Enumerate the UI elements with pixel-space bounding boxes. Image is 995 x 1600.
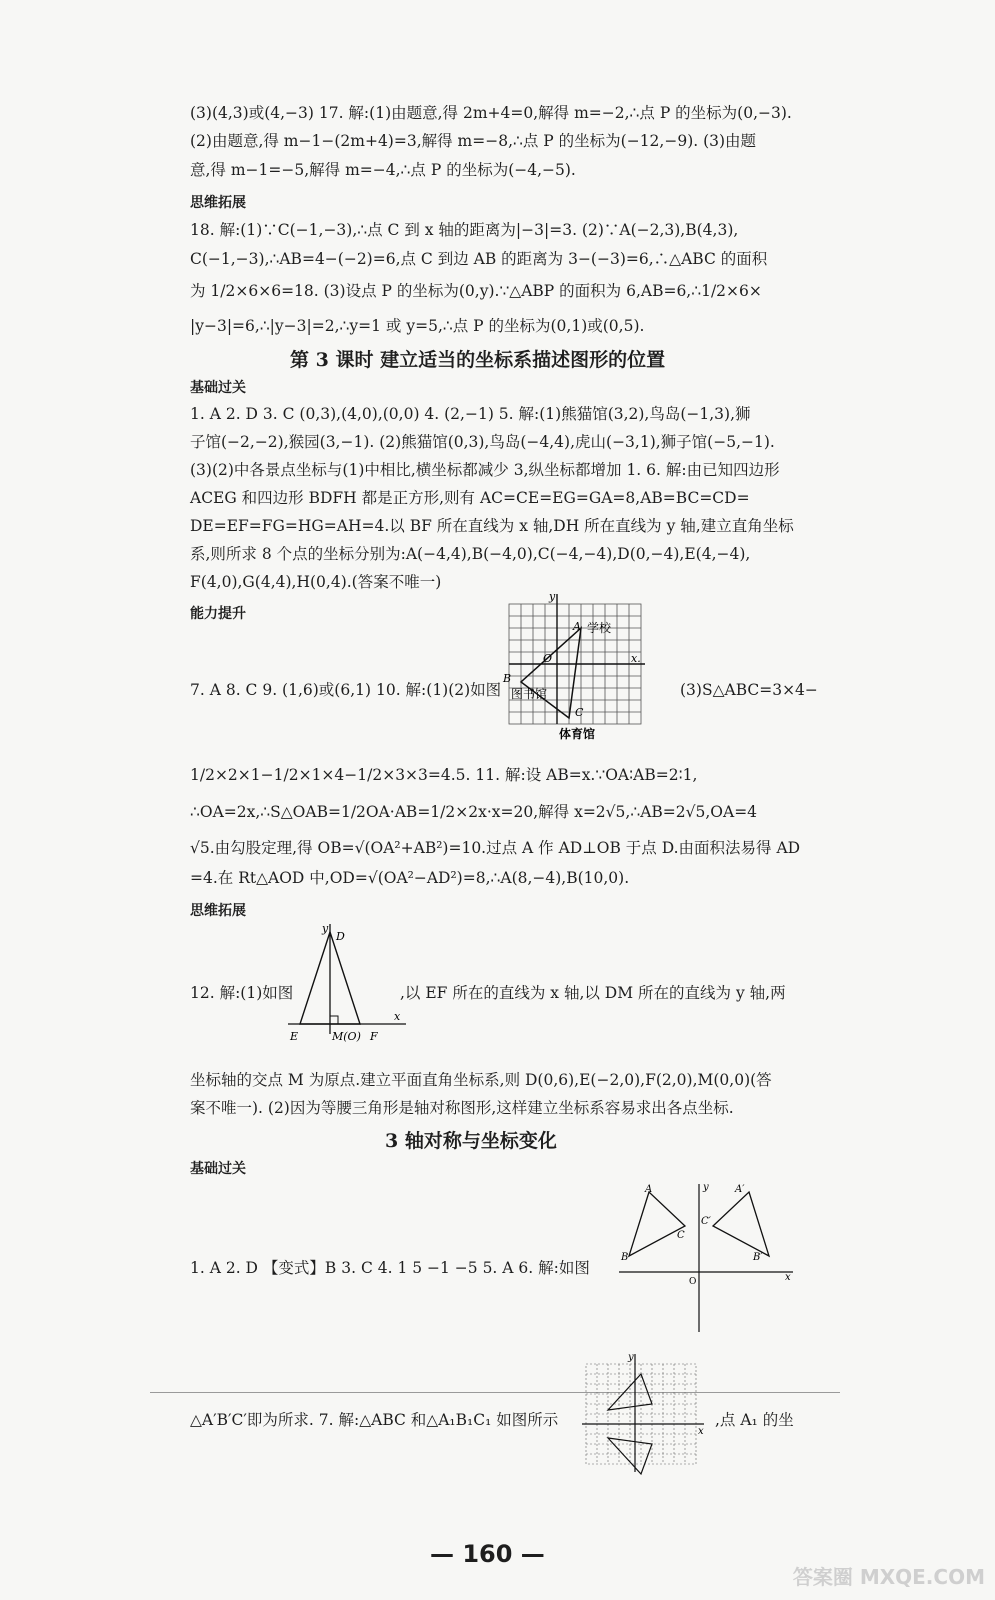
- section-heading: 思维拓展: [190, 903, 246, 919]
- point-label: B′: [753, 1252, 763, 1263]
- axis-label: x.: [631, 652, 641, 665]
- axis-label: y: [549, 590, 556, 603]
- axis-label: x: [785, 1272, 791, 1283]
- point-label: C′: [701, 1216, 711, 1227]
- text-line: 7. A 8. C 9. (1,6)或(6,1) 10. 解:(1)(2)如图: [190, 681, 502, 699]
- section-heading: 能力提升: [190, 606, 246, 622]
- point-label: A: [645, 1184, 653, 1195]
- point-label: 学校: [587, 621, 612, 635]
- text-line: 1. A 2. D 【变式】B 3. C 4. 1 5 −1 −5 5. A 6. 解:如图: [190, 1259, 590, 1277]
- text-line: ,点 A₁ 的坐: [715, 1411, 794, 1429]
- point-label: A: [573, 620, 581, 633]
- watermark: 答案圈 MXQE.COM: [792, 1565, 985, 1589]
- text-line: (3)S△ABC=3×4−: [680, 681, 818, 699]
- axis-label: y: [628, 1352, 634, 1363]
- text-line: 12. 解:(1)如图: [190, 984, 294, 1002]
- text-line: 意,得 m−1=−5,解得 m=−4,∴点 P 的坐标为(−4,−5).: [190, 161, 576, 179]
- triangle-abc: [629, 1192, 685, 1256]
- axis-label: y: [703, 1182, 709, 1193]
- text-line: (2)由题意,得 m−1−(2m+4)=3,解得 m=−8,∴点 P 的坐标为(−12,−9). (3)由题: [190, 132, 757, 150]
- text-line: C(−1,−3),∴AB=4−(−2)=6,点 C 到边 AB 的距离为 3−(−3)=6,∴△ABC 的面积: [190, 250, 768, 268]
- point-label: F: [370, 1030, 378, 1043]
- text-line: ,以 EF 所在的直线为 x 轴,以 DM 所在的直线为 y 轴,两: [400, 984, 786, 1002]
- point-label: M(O): [332, 1030, 361, 1043]
- text-line: |y−3|=6,∴|y−3|=2,∴y=1 或 y=5,∴点 P 的坐标为(0,1)或(0,5).: [190, 317, 645, 335]
- point-label: C: [575, 706, 584, 719]
- axis-label: y: [322, 922, 329, 935]
- triangle-a-prime: [713, 1192, 769, 1256]
- chapter-title: 3 轴对称与坐标变化: [385, 1130, 557, 1152]
- text-line: ∴OA=2x,∴S△OAB=1/2OA·AB=1/2×2x·x=20,解得 x=2√5,∴AB=2√5,OA=4: [190, 803, 758, 821]
- text-line: 案不唯一). (2)因为等腰三角形是轴对称图形,这样建立坐标系容易求出各点坐标.: [190, 1099, 734, 1117]
- point-label: E: [290, 1030, 299, 1043]
- axis-label: x: [394, 1010, 401, 1023]
- point-label: D: [336, 930, 345, 943]
- figure-7-grid: [580, 1350, 710, 1480]
- text-line: 1. A 2. D 3. C (0,3),(4,0),(0,0) 4. (2,−1) 5. 解:(1)熊猫馆(3,2),鸟岛(−1,3),狮: [190, 405, 751, 423]
- point-label: B: [503, 672, 512, 685]
- text-line: (3)(2)中各景点坐标与(1)中相比,横坐标都减少 3,纵坐标都增加 1. 6. 解:由已知四边形: [190, 461, 780, 479]
- figure-12-triangle: [282, 920, 412, 1050]
- text-line: ACEG 和四边形 BDFH 都是正方形,则有 AC=CE=EG=GA=8,AB=BC=CD=: [190, 489, 750, 507]
- point-label: 体育馆: [559, 727, 596, 741]
- text-line: 18. 解:(1)∵C(−1,−3),∴点 C 到 x 轴的距离为|−3|=3. (2)∵A(−2,3),B(4,3),: [190, 221, 739, 239]
- text-line: =4.在 Rt△AOD 中,OD=√(OA²−AD²)=8,∴A(8,−4),B(10,0).: [190, 869, 630, 887]
- section-heading: 基础过关: [190, 1161, 246, 1177]
- section-heading: 思维拓展: [190, 195, 246, 211]
- text-line: 坐标轴的交点 M 为原点.建立平面直角坐标系,则 D(0,6),E(−2,0),F(2,0),M(0,0)(答: [190, 1071, 772, 1089]
- axis-label: x: [698, 1426, 704, 1437]
- text-line: DE=EF=FG=HG=AH=4.以 BF 所在直线为 x 轴,DH 所在直线为 y 轴,建立直角坐标: [190, 517, 794, 535]
- page-number: — 160 —: [430, 1540, 545, 1568]
- divider: [150, 1392, 840, 1393]
- point-label: 图书馆: [511, 687, 548, 701]
- text-line: 1/2×2×1−1/2×1×4−1/2×3×3=4.5. 11. 解:设 AB=x.∵OA∶AB=2∶1,: [190, 766, 698, 784]
- point-label: A′: [735, 1184, 745, 1195]
- triangle-abc: [521, 628, 581, 718]
- point-label: C: [677, 1230, 685, 1241]
- figure-10-grid: [495, 590, 655, 760]
- point-label: B: [621, 1252, 629, 1263]
- text-line: 系,则所求 8 个点的坐标分别为:A(−4,4),B(−4,0),C(−4,−4),D(0,−4),E(4,−4),: [190, 545, 751, 563]
- section-heading: 基础过关: [190, 380, 246, 396]
- lesson-title: 第 3 课时 建立适当的坐标系描述图形的位置: [290, 349, 666, 371]
- text-line: (3)(4,3)或(4,−3) 17. 解:(1)由题意,得 2m+4=0,解得 m=−2,∴点 P 的坐标为(0,−3).: [190, 104, 792, 122]
- text-line: √5.由勾股定理,得 OB=√(OA²+AB²)=10.过点 A 作 AD⊥OB 于点 D.由面积法易得 AD: [190, 839, 801, 857]
- text-line: △A′B′C′即为所求. 7. 解:△ABC 和△A₁B₁C₁ 如图所示: [190, 1411, 559, 1429]
- text-line: 子馆(−2,−2),猴园(3,−1). (2)熊猫馆(0,3),鸟岛(−4,4),虎山(−3,1),狮子馆(−5,−1).: [190, 433, 775, 451]
- text-line: F(4,0),G(4,4),H(0,4).(答案不唯一): [190, 573, 442, 591]
- figure-6-reflection: [615, 1180, 795, 1340]
- text-line: 为 1/2×6×6=18. (3)设点 P 的坐标为(0,y).∵△ABP 的面积为 6,AB=6,∴1/2×6×: [190, 282, 762, 300]
- origin-label: O: [689, 1277, 697, 1287]
- point-label: O: [543, 652, 553, 665]
